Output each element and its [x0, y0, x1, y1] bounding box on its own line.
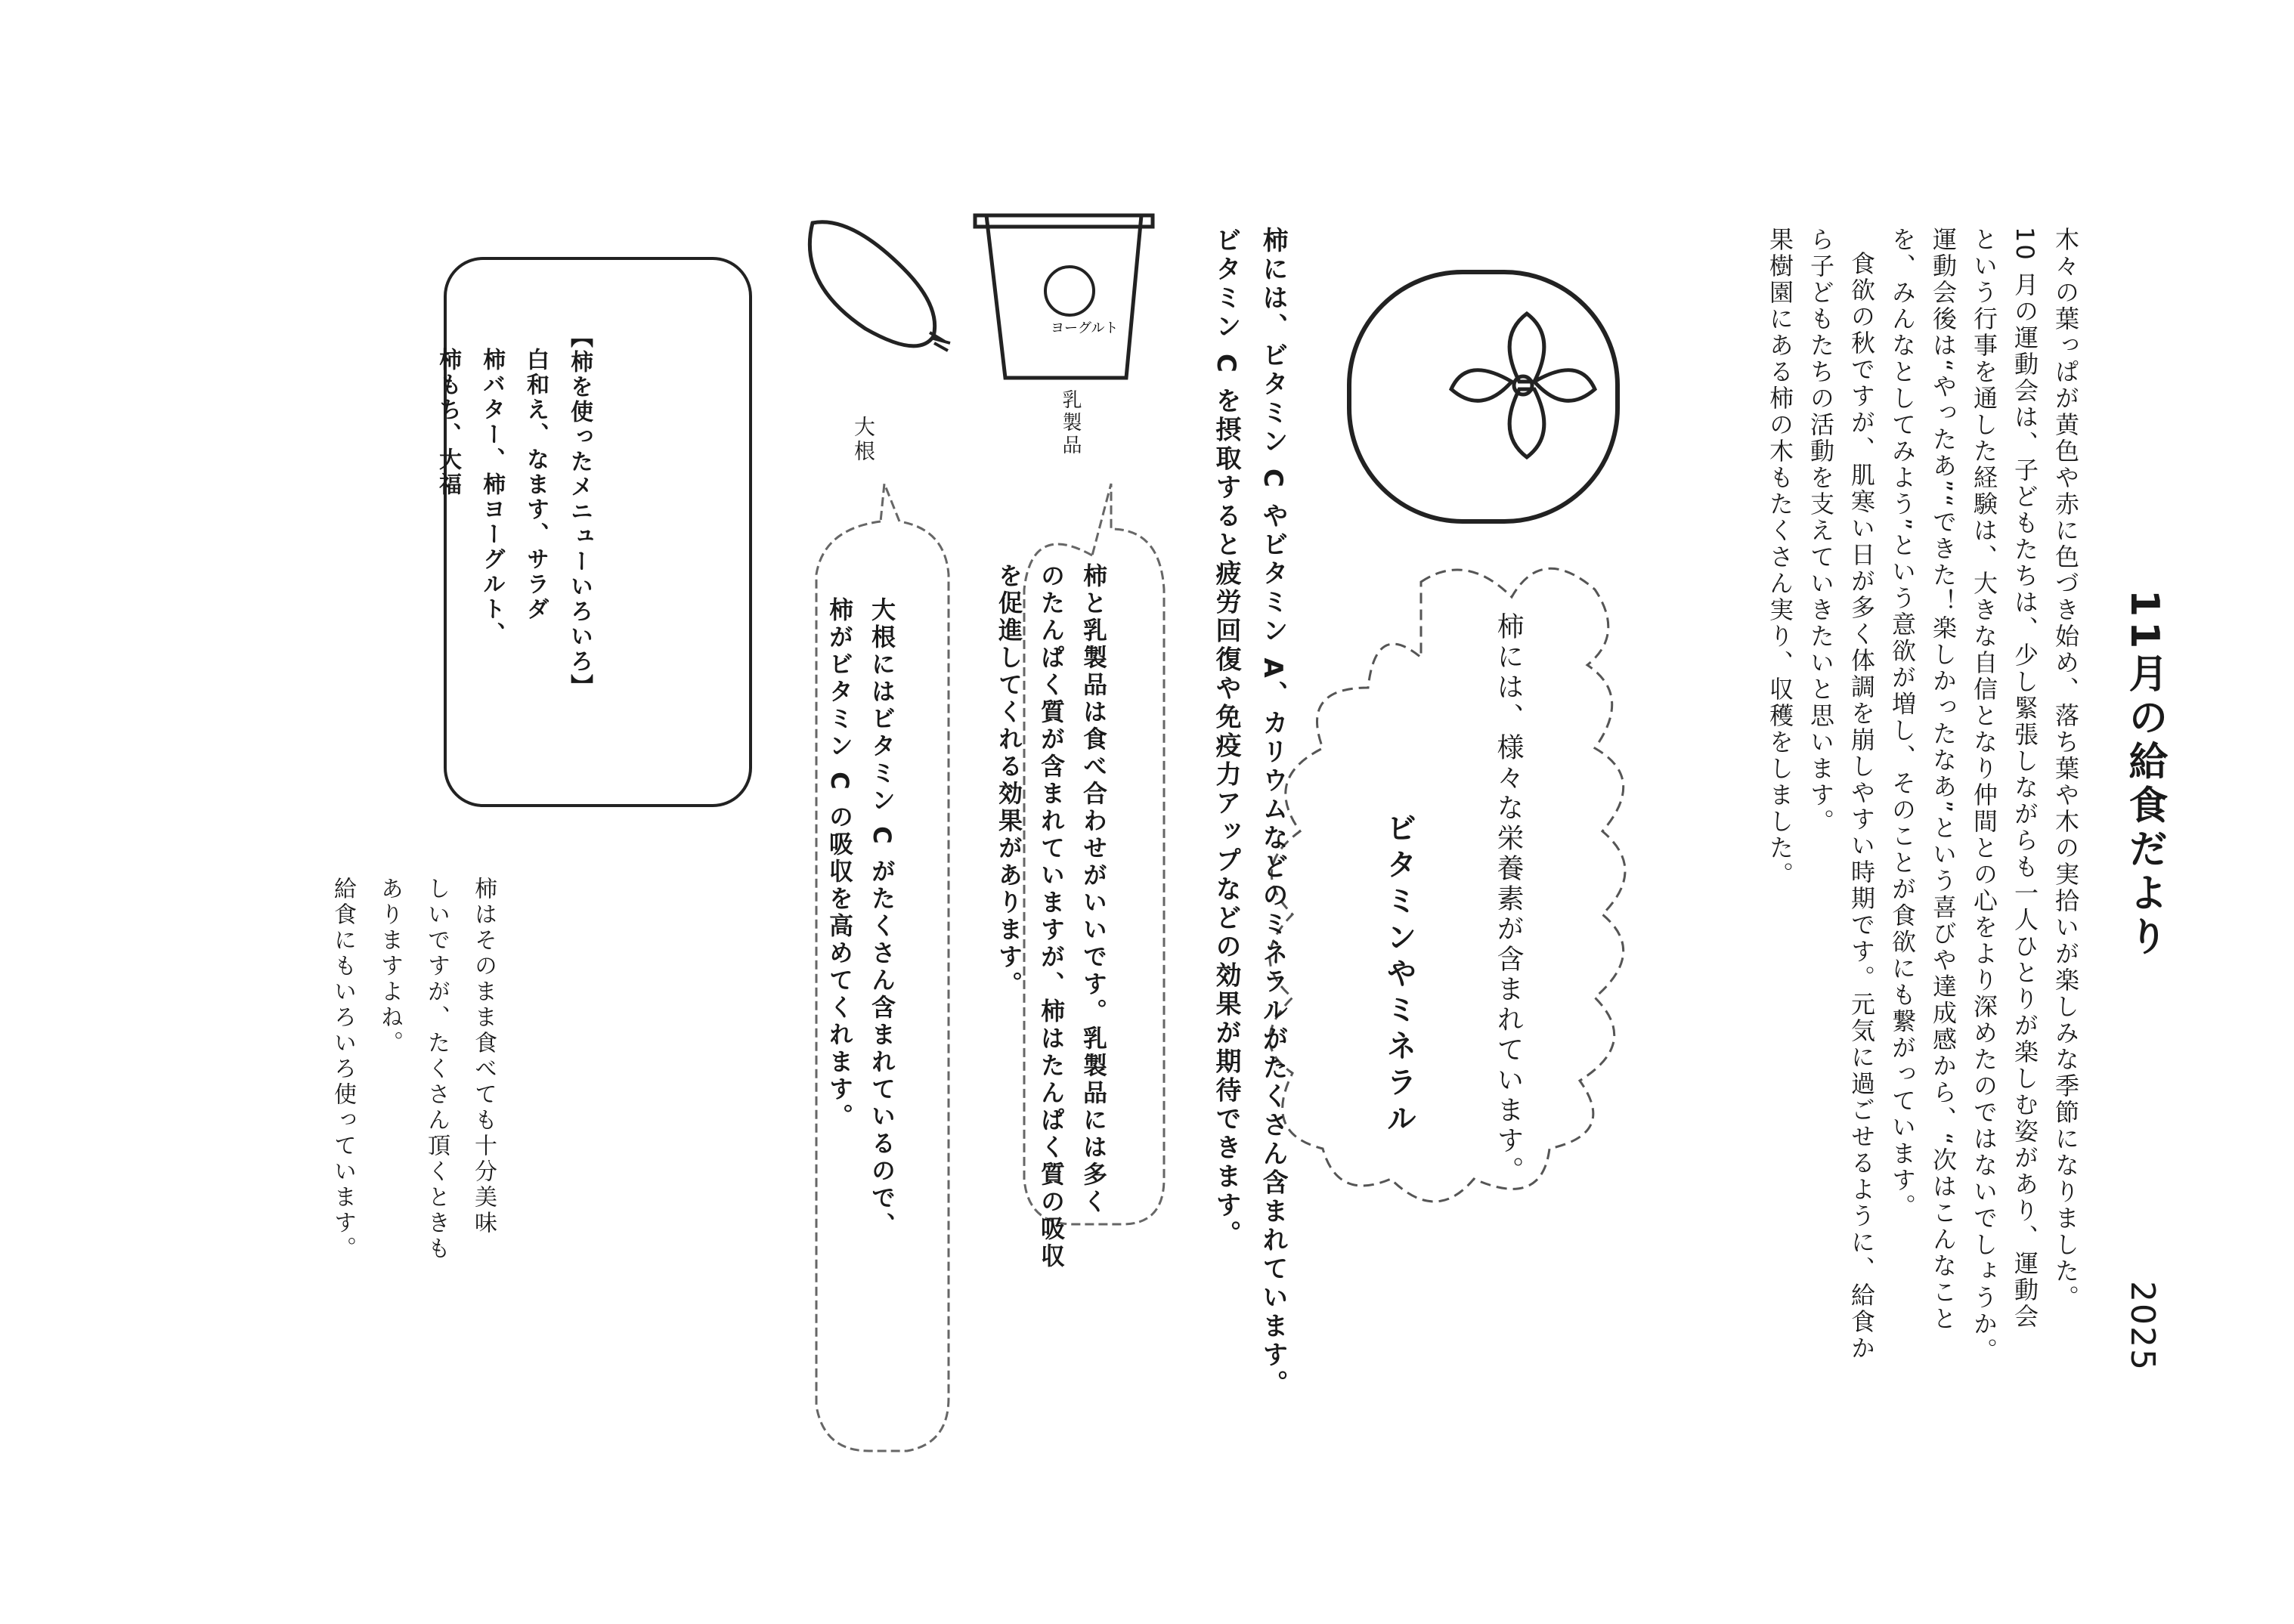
menu-item: 柿バター、柿ヨーグルト、 [478, 348, 505, 647]
menu-item: 柿もち、大福 [435, 348, 461, 497]
persimmon-icon [1349, 272, 1618, 521]
radish-text [819, 597, 903, 1239]
dairy-line: を促進してくれる効果があります。 [995, 563, 1023, 998]
year-label: 2025 [2123, 1281, 2162, 1372]
intro-line: を、みんなとしてみよう”という意欲が増し、そのことが食欲にも繋がっています。 [1888, 227, 1917, 1220]
intro-line: 果樹園にある柿の木もたくさん実り、収穫をしました。 [1766, 227, 1794, 888]
yogurt-label: ヨーグルト [1051, 320, 1119, 336]
radish-label: 大根 [851, 416, 876, 464]
menu-list [426, 325, 601, 699]
note-text [319, 877, 506, 1262]
note-line: しいですが、たくさん頂くときも [423, 877, 450, 1262]
yogurt-icon [975, 215, 1153, 378]
radish-line: 柿がビタミン C の吸収を高めてくれます。 [825, 597, 854, 1131]
dairy-line: のたんぱく質が含まれていますが、柿はたんぱく質の吸収 [1037, 563, 1066, 1270]
intro-line: 木々の葉っぱが黄色や赤に色づき始め、落ち葉や木の実拾いが楽しみな季節になりました。 [2051, 227, 2080, 1311]
cloud-text: 柿には、様々な栄養素が含まれています。 [1493, 612, 1524, 1186]
note-line: 給食にもいろいろ使っています。 [330, 877, 356, 1262]
note-line: ありますよね。 [376, 877, 403, 1056]
intro-line: 10 月の運動会は、子どもたちは、少し緊張しながらも一人ひとりが楽しむ姿があり、運動会 [2011, 227, 2039, 1330]
dairy-text [988, 563, 1115, 1270]
dairy-label: 乳製品 [1059, 389, 1082, 457]
dairy-line: 柿と乳製品は食べ合わせがいいです。乳製品には多く [1079, 563, 1108, 1216]
main-text [1203, 227, 1296, 1399]
radish-line: 大根にはビタミン C がたくさん含まれているので、 [868, 597, 896, 1239]
intro-line: という行事を通した経験は、大きな自信となり仲間との心をより深めたのではないでしょうか。 [1970, 227, 1998, 1364]
main-line: 柿には、ビタミン C やビタミン A、カリウムなどのミネラルがたくさん含まれています。 [1258, 227, 1288, 1399]
intro-text [1760, 227, 2086, 1364]
daikon-icon [810, 222, 950, 351]
section-heading: ビタミンやミネラル [1382, 812, 1416, 1139]
cloud-bubble [1270, 568, 1625, 1202]
intro-line: 食欲の秋ですが、肌寒い日が多く体調を崩しやすい時期です。元気に過ごせるように、給食か [1847, 251, 1876, 1362]
menu-title: 【柿を使ったメニューいろいろ】 [566, 325, 593, 699]
page-title: 11月の給食だより [2122, 589, 2167, 960]
menu-item: 白和え、なます、サラダ [522, 348, 549, 622]
main-line: ビタミン C を摂取すると疲労回復や免疫力アップなどの効果が期待できます。 [1211, 227, 1241, 1249]
note-line: 柿はそのまま食べても十分美味 [470, 877, 497, 1236]
intro-line: ら子どもたちの活動を支えていきたいと思います。 [1806, 227, 1835, 835]
intro-line: 運動会後は“やったあ”“できた！楽しかったなあ”という喜びや達成感から、“次はこんなこと [1929, 227, 1958, 1332]
